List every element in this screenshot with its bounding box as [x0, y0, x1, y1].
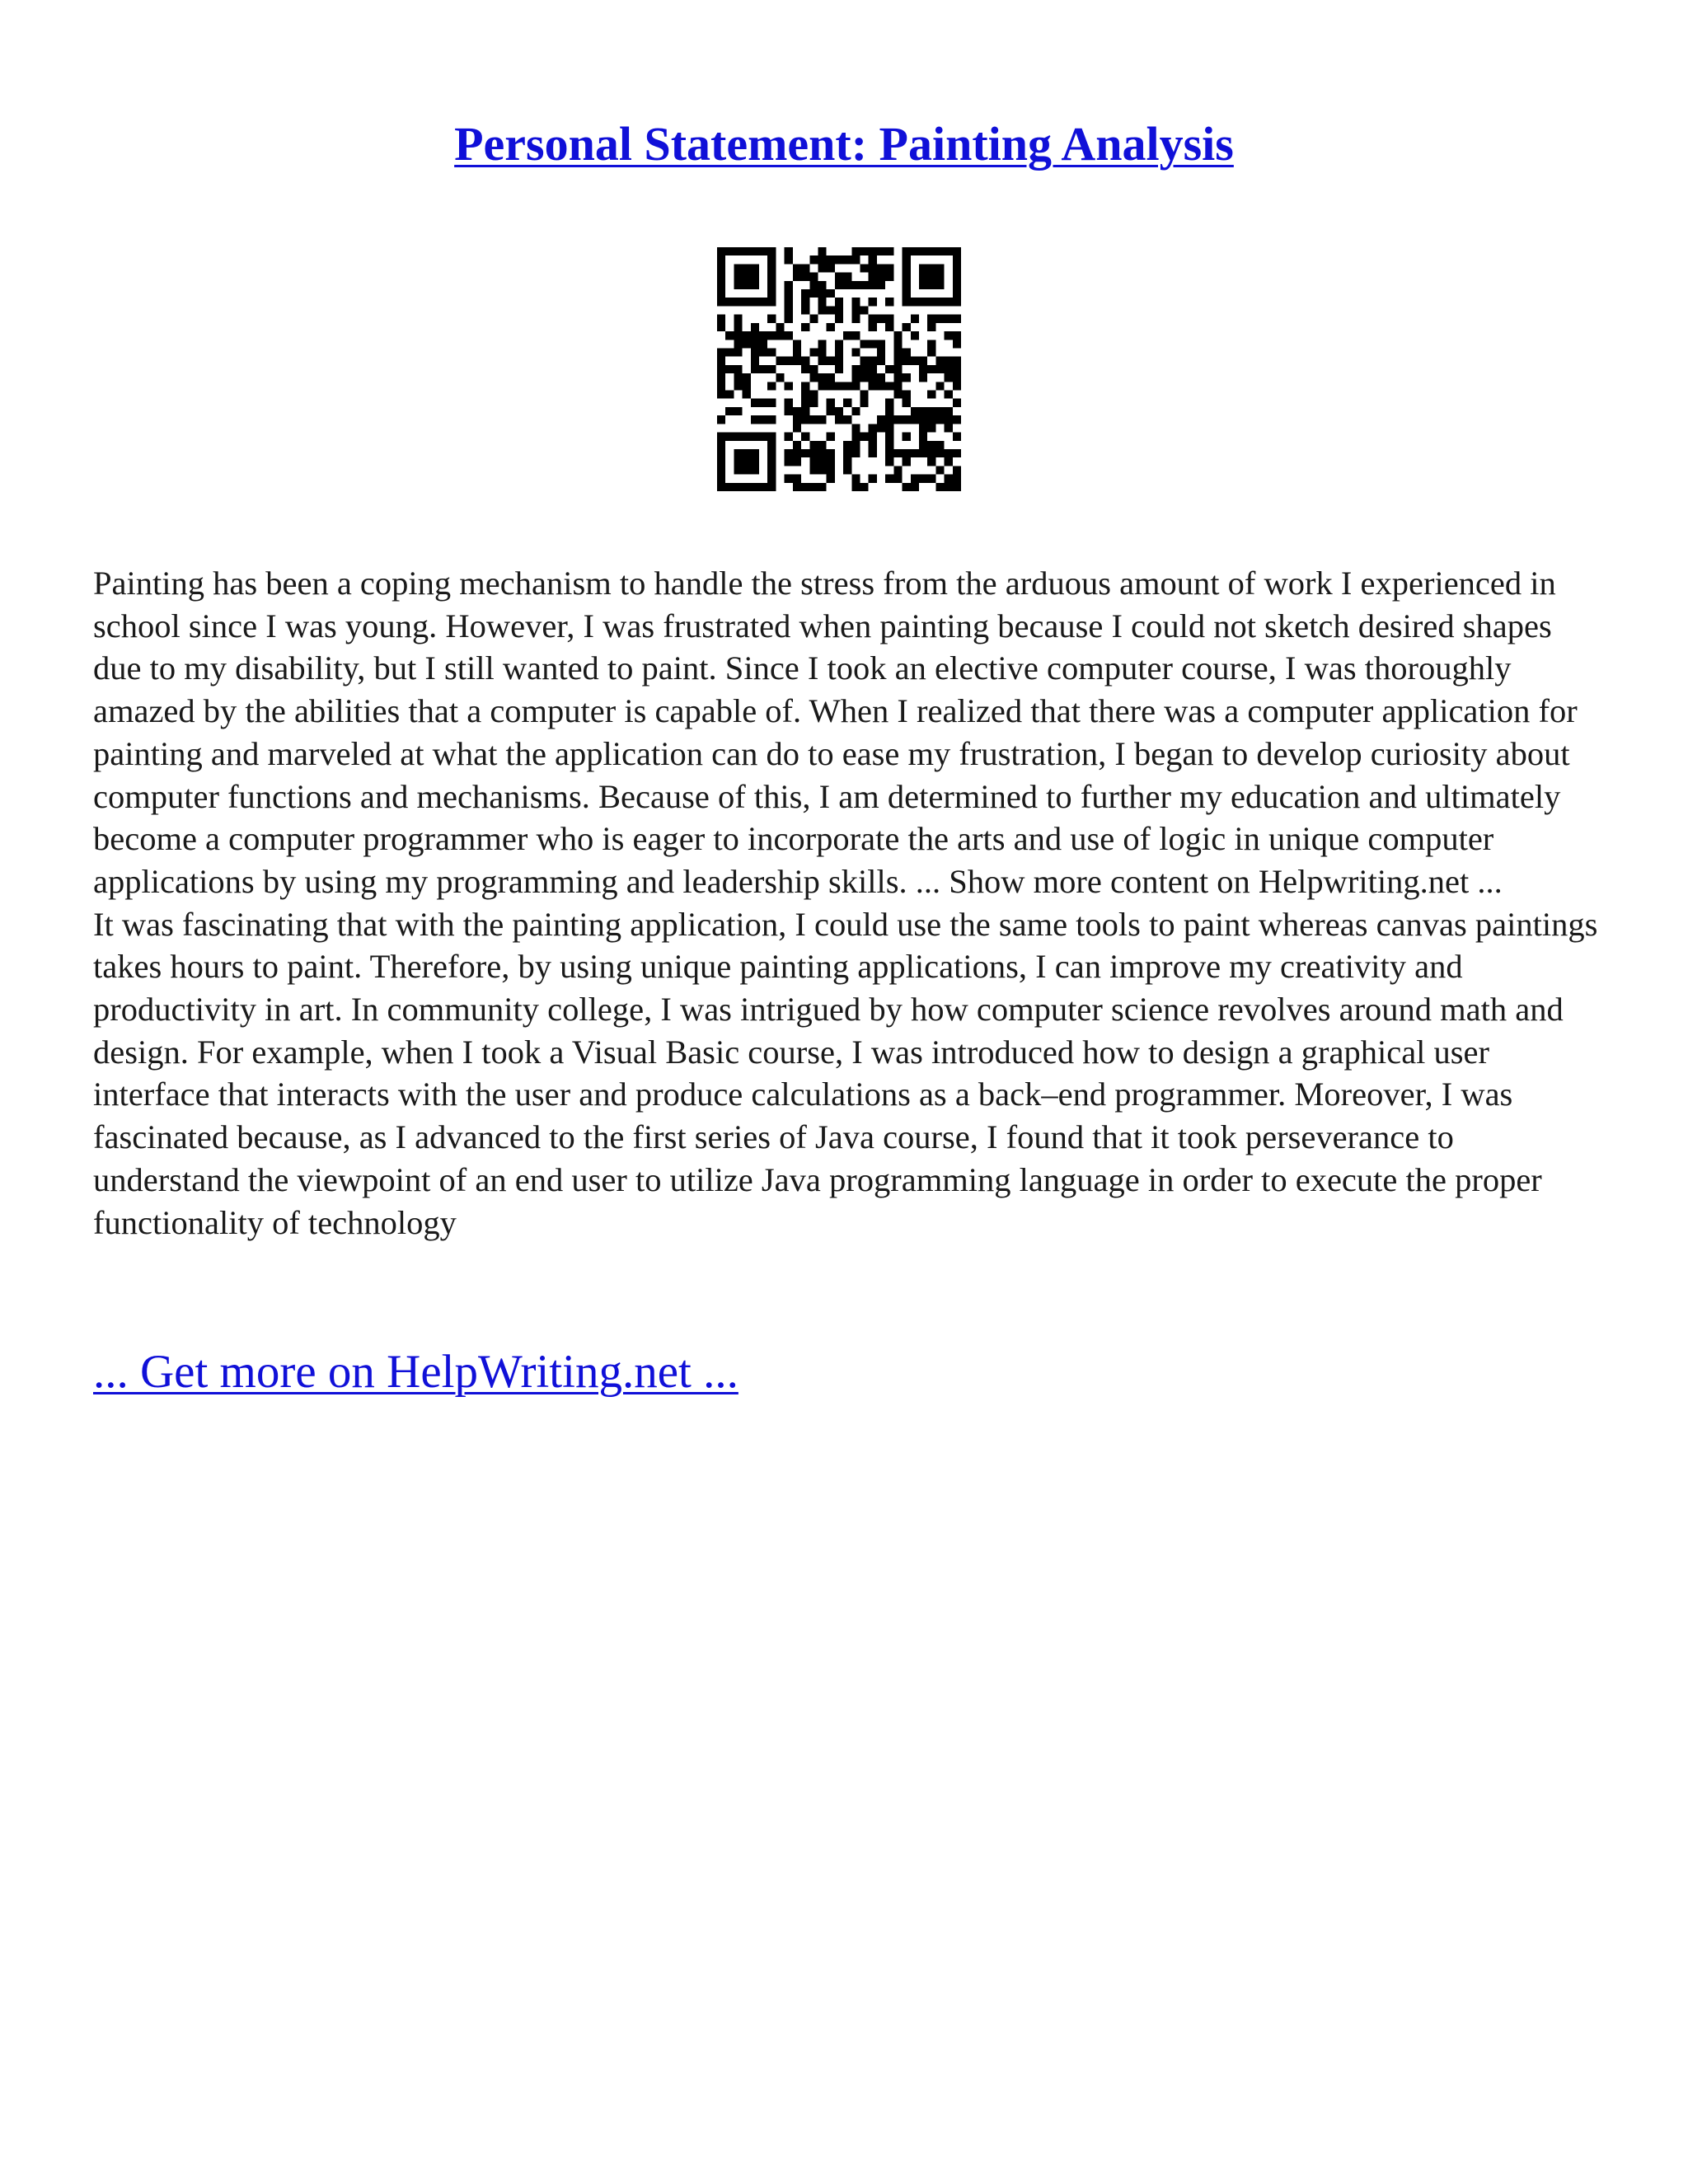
get-more-link[interactable]: ... Get more on HelpWriting.net ... — [93, 1346, 738, 1398]
paragraph-1: Painting has been a coping mechanism to handle the stress from the arduous amount of work I experienced in school since I was young. However, I was frustrated when painting because I could not sketch desired shapes due to my disability, but I still wanted to paint. Since I took an elective computer course, I was thoroughly amazed by the abilities that a computer is capable of. When I realized that there was a computer application for painting and marveled at what the application can do to ease my frustration, I began to develop curiosity about computer functions and mechanisms. Because of this, I am determined to further my education and ultimately become a computer programmer who is eager to incorporate the arts and use of logic in unique computer applications by using my programming and leadership skills. ... Show more content on Helpwriting.net ... — [93, 565, 1578, 900]
body-text — [93, 562, 1601, 1244]
paragraph-2: It was fascinating that with the painting application, I could use the same tools to paint whereas canvas paintings takes hours to paint. Therefore, by using unique painting applications, I can improve my creativity and productivity in art. In community college, I was intrigued by how computer science revolves around math and design. For example, when I took a Visual Basic course, I was introduced how to design a graphical user interface that interacts with the user and produce calculations as a back–end programmer. Moreover, I was fascinated because, as I advanced to the first series of Java course, I found that it took perseverance to understand the viewpoint of an end user to utilize Java programming language in order to execute the proper functionality of technology — [93, 905, 1598, 1241]
document-title-link[interactable]: Personal Statement: Painting Analysis — [454, 117, 1234, 171]
qr-code-icon — [717, 247, 961, 491]
